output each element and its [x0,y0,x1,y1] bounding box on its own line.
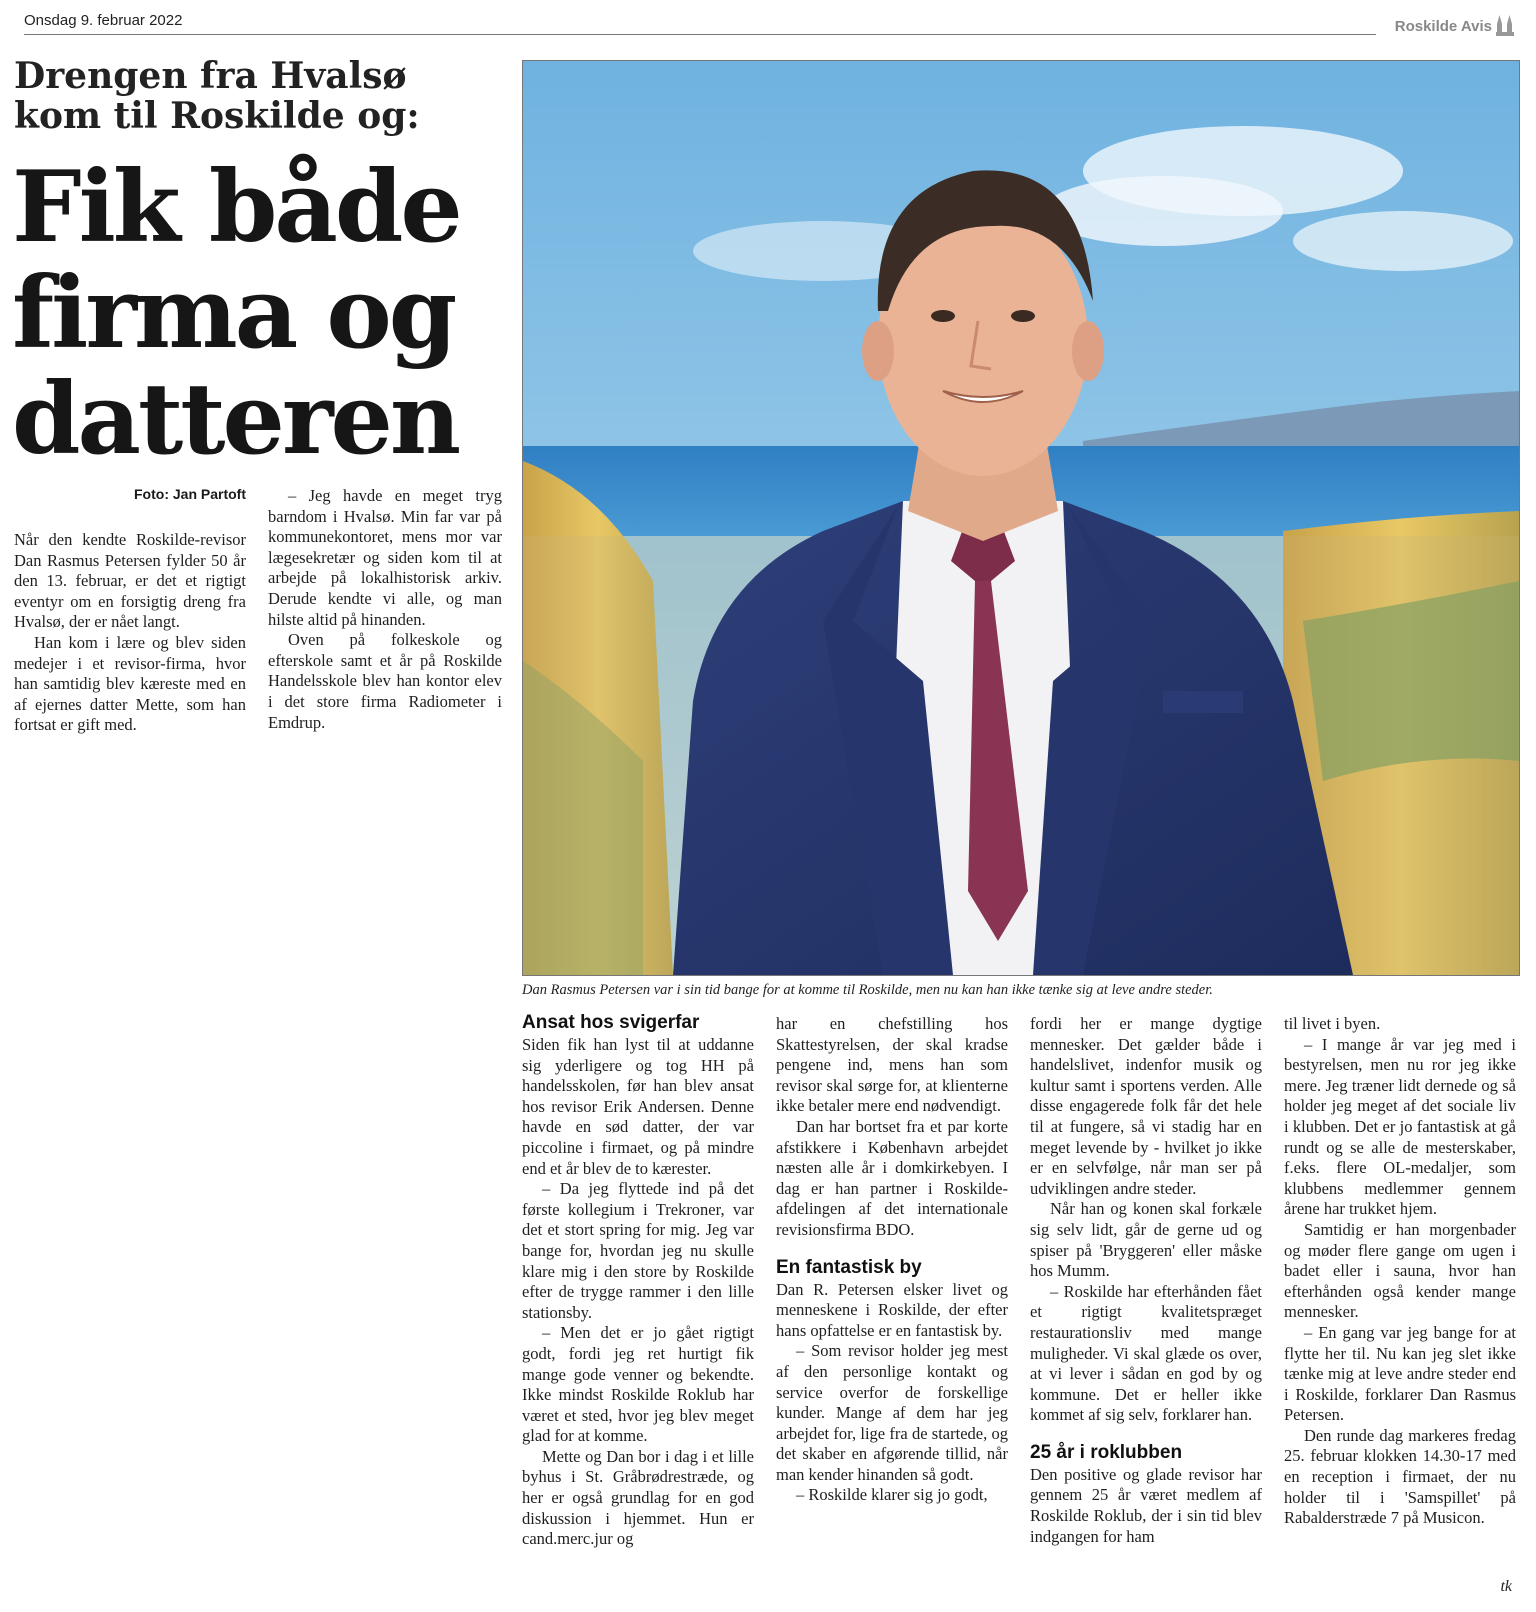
text-column-3 [522,1012,754,1550]
paragraph: Når han og konen skal forkæle sig selv lidt, går de gerne ud og spiser på 'Bryggeren' eller måske hos Mumm. [1030,1199,1262,1281]
publication-name: Roskilde Avis [1394,18,1492,35]
photo-caption: Dan Rasmus Petersen var i sin tid bange for at komme til Roskilde, men nu kan han ikke tænke sig at leve andre steder. [522,982,1213,998]
cathedral-spires-icon [1494,14,1516,36]
paragraph: Den runde dag markeres fredag 25. februar klokken 14.30-17 med en reception i firmaet, der nu holder til i 'Samspillet' på Rabalderstræde 7 på Musicon. [1284,1425,1516,1528]
paragraph: Dan R. Petersen elsker livet og menneskene i Roskilde, der efter hans opfattelse er en fantastisk by. [776,1279,1008,1340]
subheading: 25 år i roklubben [1030,1441,1183,1463]
text-column-2 [268,486,502,733]
paragraph: Han kom i lære og blev siden medejer i et revisor-firma, hvor han samtidig blev kæreste med en af ejernes datter Mette, som han fortsat er gift med. [14,632,246,735]
paragraph: – Da jeg flyttede ind på det første kollegium i Trekroner, var det et stort spring for mig. Jeg var bange for, hvordan jeg nu skulle klare mig i den store by Roskilde efter de trygge rammer i den lille stationsby. [522,1179,754,1322]
paragraph: fordi her er mange dygtige mennesker. Det gælder både i handelslivet, indenfor musik og kultur samt i sportens verden. Alle disse engagerede folk får det hele til at fungere, så vi stadig har en meget levende by - hvilket jo ikke er en selvfølge, når man ser på udviklingen andre steder. [1030,1014,1262,1198]
paragraph: – Men det er jo gået rigtigt godt, fordi jeg ret hurtigt fik mange gode venner og bekendte. Ikke mindst Roskilde Roklub har været et sted, hvor jeg blev meget glad for at komme. [522,1323,754,1446]
paragraph: Oven på folkeskole og efterskole samt et år på Roskilde Handelsskole blev han kontor elev i det store firma Radiometer i Emdrup. [268,630,502,732]
paragraph: Når den kendte Roskilde-revisor Dan Rasmus Petersen fylder 50 år den 13. februar, er det et rigtigt eventyr om en forsigtig dreng fra Hvalsø, der er nået langt. [14,530,246,632]
text-column-5 [1030,1014,1262,1547]
page-header [24,10,1516,36]
paragraph: Dan har bortset fra et par korte afstikkere i København arbejdet næsten alle år i domkirkebyen. I dag er han partner i Roskilde-afdelingen af det internationale revisionsfirma BDO. [776,1116,1008,1239]
paragraph: Den positive og glade revisor har gennem 25 år været medlem af Roskilde Roklub, der i sin tid blev indgangen for ham [1030,1464,1262,1546]
author-signature: tk [1500,1578,1512,1595]
paragraph: – I mange år var jeg med i bestyrelsen, men nu ror jeg ikke mere. Jeg træner lidt dernede og så holder jeg meget af det sociale liv i klubben. Det er jo fantastisk at gå rundt og se alle de mesterskaber, f.eks. flere OL-medaljer, som klubbens medlemmer gennem årene har trukket hjem. [1284,1034,1516,1219]
text-column-6 [1284,1014,1516,1529]
paragraph: – Roskilde klarer sig jo godt, [796,1485,988,1505]
header-rule [24,34,1376,35]
text-column-1 [14,530,246,736]
article-headline: Fik både firma og datteren [12,150,460,477]
paragraph: – Roskilde har efterhånden fået et rigtigt kvalitetspræget restaurationsliv med mange muligheder. Vi skal glæde os over, at vi lever i sådan en god by og kommune. Det er heller ikke kommet af sig selv, forklarer han. [1030,1281,1262,1425]
paragraph: Mette og Dan bor i dag i et lille byhus i St. Gråbrødrestræde, og her er også grundlag for en god diskussion i hjemmet. Hun er cand.merc.jur og [522,1446,754,1549]
paragraph: Samtidig er han morgenbader og møder flere gange om ugen i badet eller i sauna, hvor han efterhånden også kender mange mennesker. [1284,1219,1516,1322]
text-column-4 [776,1014,1008,1506]
paragraph: – En gang var jeg bange for at flytte her til. Nu kan jeg slet ikke tænke mig at leve andre steder end i Roskilde, forklarer Dan Rasmus Petersen. [1284,1322,1516,1425]
paragraph: har en chefstilling hos Skattestyrelsen, der skal kradse pengene ind, mens han som revisor skal sørge for, at klienterne ikke betaler mere end nødvendigt. [776,1014,1008,1116]
paragraph: Siden fik han lyst til at uddanne sig yderligere og tog HH på handelsskolen, før han blev ansat hos revisor Erik Andersen. Denne havde en sød datter, der var piccoline i firmaet, og på mindre end et år blev de to kærester. [522,1035,754,1178]
subheading: En fantastisk by [776,1256,922,1278]
issue-date: Onsdag 9. februar 2022 [24,12,183,29]
paragraph: til livet i byen. [1284,1014,1381,1033]
portrait-illustration [523,61,1519,975]
article-photo [522,60,1520,976]
article-kicker: Drengen fra Hvalsø kom til Roskilde og: [14,55,420,137]
subheading: Ansat hos svigerfar [522,1012,700,1033]
paragraph: – Som revisor holder jeg mest af den personlige kontakt og service overfor de forskellige kunder. Mange af dem har jeg arbejdet for, lige fra de startede, og det skaber en afgørende tillid, når man kender hinanden så godt. [776,1341,1008,1484]
paragraph: – Jeg havde en meget tryg barndom i Hvalsø. Min far var på kommunekontoret, mens mor var lægesekretær og siden kom til at arbejde på lokalhistorisk arkiv. Derude kendte vi alle, og man hilste altid på hinanden. [268,486,502,629]
photo-credit: Foto: Jan Partoft [134,486,246,502]
